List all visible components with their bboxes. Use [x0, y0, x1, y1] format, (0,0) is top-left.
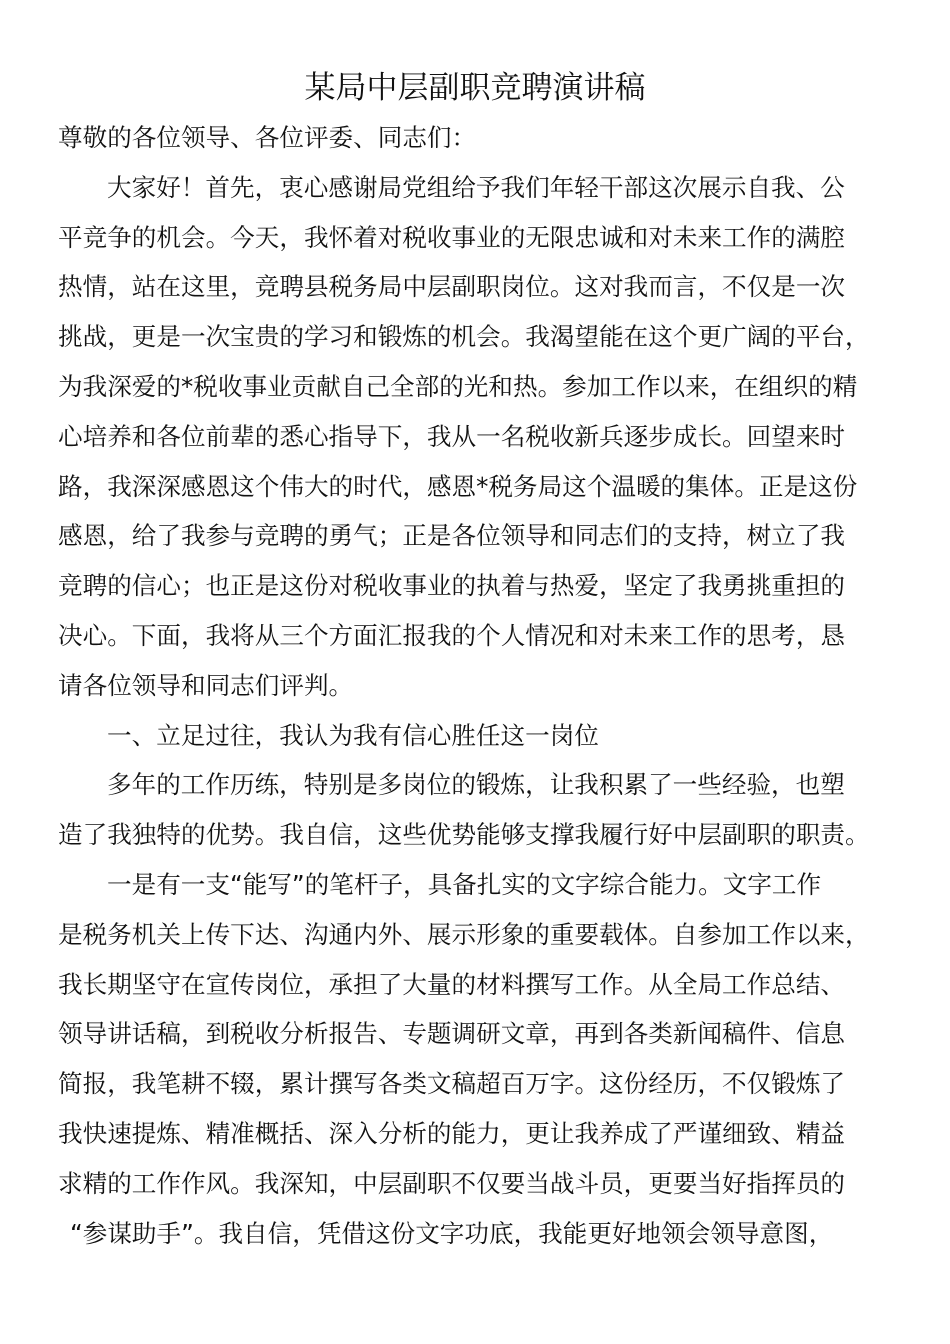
paragraph-line: 心培养和各位前辈的悉心指导下，我从一名税收新兵逐步成长。回望来时	[58, 421, 846, 451]
paragraph-line: 平竞争的机会。今天，我怀着对税收事业的无限忠诚和对未来工作的满腔	[58, 222, 846, 252]
document-body	[58, 113, 898, 1258]
paragraph-line: 决心。下面，我将从三个方面汇报我的个人情况和对未来工作的思考，恳	[58, 620, 846, 650]
paragraph-line: 为我深爱的*税收事业贡献自己全部的光和热。参加工作以来，在组织的精	[58, 371, 858, 401]
salutation-line: 尊敬的各位领导、各位评委、同志们：	[58, 123, 477, 152]
paragraph-line: 造了我独特的优势。我自信，这些优势能够支撑我履行好中层副职的职责。	[58, 820, 870, 850]
paragraph-line: “参谋助手”。我自信，凭借这份文字功底，我能更好地领会领导意图，	[70, 1218, 834, 1248]
paragraph-line: 挑战，更是一次宝贵的学习和锻炼的机会。我渴望能在这个更广阔的平台，	[58, 322, 870, 352]
paragraph-line: 我快速提炼、精准概括、深入分析的能力，更让我养成了严谨细致、精益	[58, 1118, 846, 1148]
paragraph-line: 求精的工作作风。我深知，中层副职不仅要当战斗员，更要当好指挥员的	[58, 1168, 846, 1198]
paragraph-line: 领导讲话稿，到税收分析报告、专题调研文章，再到各类新闻稿件、信息	[58, 1019, 846, 1049]
paragraph-line: 热情，站在这里，竞聘县税务局中层副职岗位。这对我而言，不仅是一次	[58, 272, 846, 302]
paragraph-line: 大家好！首先，衷心感谢局党组给予我们年轻干部这次展示自我、公	[107, 172, 845, 202]
paragraph-line: 多年的工作历练，特别是多岗位的锻炼，让我积累了一些经验，也塑	[107, 770, 845, 800]
paragraph-line: 我长期坚守在宣传岗位，承担了大量的材料撰写工作。从全局工作总结、	[58, 969, 846, 999]
paragraph-line: 感恩，给了我参与竞聘的勇气；正是各位领导和同志们的支持，树立了我	[58, 521, 846, 551]
section-heading: 一、立足过往，我认为我有信心胜任这一岗位	[107, 720, 599, 750]
paragraph-line: 路，我深深感恩这个伟大的时代，感恩*税务局这个温暖的集体。正是这份	[58, 471, 858, 501]
paragraph-line: 是税务机关上传下达、沟通内外、展示形象的重要载体。自参加工作以来，	[58, 919, 870, 949]
document-title: 某局中层副职竞聘演讲稿	[304, 70, 646, 106]
paragraph-line: 竞聘的信心；也正是这份对税收事业的执着与热爱，坚定了我勇挑重担的	[58, 571, 846, 601]
paragraph-line: 一是有一支“能写”的笔杆子，具备扎实的文字综合能力。文字工作	[107, 869, 822, 899]
paragraph-line: 请各位领导和同志们评判。	[58, 670, 354, 700]
paragraph-line: 简报，我笔耕不辍，累计撰写各类文稿超百万字。这份经历，不仅锻炼了	[58, 1069, 846, 1099]
